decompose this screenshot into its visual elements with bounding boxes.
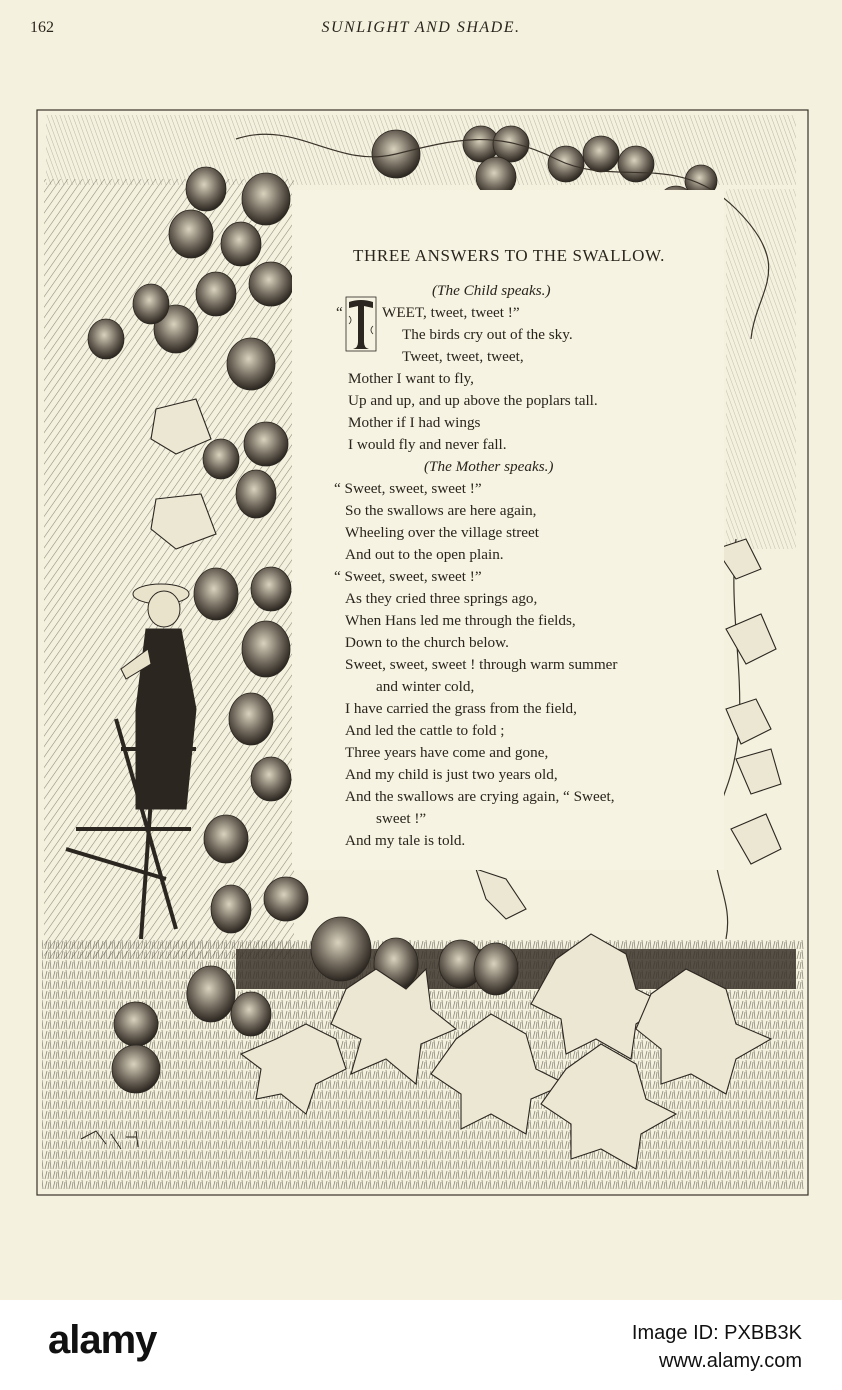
poem-line: When Hans led me through the fields, [345,612,576,629]
poem-line: And out to the open plain. [345,546,504,563]
poem-line: (The Child speaks.) [432,282,551,299]
poem-line: Mother if I had wings [348,414,481,431]
page-number: 162 [30,19,54,36]
poem-line: sweet !” [376,810,427,827]
poem-line: And my child is just two years old, [345,766,558,783]
drop-cap-ornament [345,296,377,352]
running-head: SUNLIGHT AND SHADE. [321,19,521,36]
poem-line: Three years have come and gone, [345,744,549,761]
poem-line: and winter cold, [376,678,475,695]
poem-line: Tweet, tweet, tweet, [402,348,524,365]
poem-line: “ Sweet, sweet, sweet !” [334,480,482,497]
poem-line: Up and up, and up above the poplars tall. [348,392,598,409]
poem-line: As they cried three springs ago, [345,590,538,607]
poem-line: And my tale is told. [345,832,466,849]
poem-line: WEET, tweet, tweet !” [382,304,520,321]
poem-line: And led the cattle to fold ; [345,722,505,739]
poem-line: Down to the church below. [345,634,509,651]
poem-line: Sweet, sweet, sweet ! through warm summer [345,656,618,673]
poem-line: I would fly and never fall. [348,436,507,453]
poem-line: I have carried the grass from the field, [345,700,577,717]
poem-line: “ Sweet, sweet, sweet !” [334,568,482,585]
poem-line: “ [336,304,343,321]
poem-line: (The Mother speaks.) [424,458,554,475]
alamy-logo: alamy [48,1318,157,1362]
poem-line: And the swallows are crying again, “ Sweet, [345,788,615,805]
poem-line: Wheeling over the village street [345,524,539,541]
poem-line: So the swallows are here again, [345,502,537,519]
poem-line: Mother I want to fly, [348,370,474,387]
image-id: Image ID: PXBB3K [631,1322,802,1344]
poem-line: The birds cry out of the sky. [402,326,573,343]
footer-url: www.alamy.com [659,1350,802,1372]
poem-title: THREE ANSWERS TO THE SWALLOW. [353,246,665,265]
